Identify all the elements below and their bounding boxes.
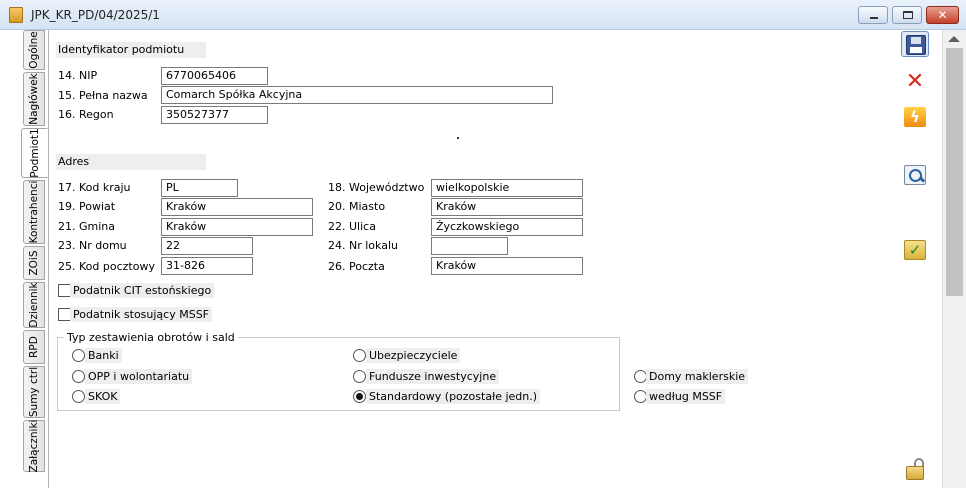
maximize-button[interactable] [892,6,922,24]
tab-label: Podmiot1 [28,128,41,178]
apartment-number-field[interactable] [431,237,508,255]
scroll-up-arrow-icon[interactable] [948,36,960,42]
section-title-identification: Identyfikator podmiotu [56,42,206,58]
radio-standardowy[interactable] [353,390,366,403]
tab-rpd[interactable] [23,330,45,364]
window-title: JPK_KR_PD/04/2025/1 [31,8,160,22]
tab-label: RPD [28,336,40,358]
country-code-field[interactable]: PL [161,179,238,197]
close-button[interactable] [926,6,959,24]
preview-icon [904,165,926,185]
maximize-icon [903,11,913,19]
tab-ogolne[interactable] [23,30,45,70]
radio-ubezpieczyciele[interactable] [353,349,366,362]
radio-domy-maklerskie-label[interactable]: Domy maklerskie [646,369,748,384]
radio-banki[interactable] [72,349,85,362]
radio-wedlug-mssf-label[interactable]: według MSSF [646,389,725,404]
save-icon [906,35,926,55]
postal-code-field[interactable]: 31-826 [161,257,253,275]
mssf-label[interactable]: Podatnik stosujący MSSF [70,307,212,322]
postal-code-label: 25. Kod pocztowy [58,260,155,273]
tab-sumy-ctrl[interactable] [23,366,45,418]
action-toolbar [886,30,942,488]
full-name-label: 15. Pełna nazwa [58,89,148,102]
tab-kontrahenci[interactable] [23,180,45,244]
tab-naglowek[interactable] [23,72,45,126]
minimize-button[interactable] [858,6,888,24]
approve-icon: ✓ [904,240,926,260]
preview-button[interactable] [901,162,929,188]
commune-field[interactable]: Kraków [161,218,313,236]
apartment-number-label: 24. Nr lokalu [328,239,398,252]
vertical-scrollbar[interactable] [942,30,966,488]
regon-label: 16. Regon [58,108,114,121]
lock-icon [906,466,924,480]
tab-label: ZOiS [28,250,40,276]
voivodeship-label: 18. Województwo [328,181,425,194]
country-code-label: 17. Kod kraju [58,181,131,194]
radio-fundusze-label[interactable]: Fundusze inwestycyjne [366,369,499,384]
full-name-field[interactable]: Comarch Spółka Akcyjna [161,86,553,104]
radio-opp-label[interactable]: OPP i wolontariatu [85,369,192,384]
tab-label: Załączniki [28,419,40,473]
document-icon [9,7,23,23]
county-field[interactable]: Kraków [161,198,313,216]
cancel-button[interactable] [901,69,929,95]
tab-label: Dziennik [28,282,40,328]
voivodeship-field[interactable]: wielkopolskie [431,179,583,197]
lightning-icon: ϟ [904,107,926,127]
radio-fundusze[interactable] [353,370,366,383]
statement-type-title: Typ zestawienia obrotów i sald [64,331,238,344]
house-number-label: 23. Nr domu [58,239,127,252]
regon-field[interactable]: 350527377 [161,106,268,124]
save-button[interactable] [901,31,929,57]
scroll-thumb[interactable] [946,48,963,296]
street-field[interactable]: Życzkowskiego [431,218,583,236]
nip-field[interactable]: 6770065406 [161,67,268,85]
title-bar [0,0,966,30]
city-label: 20. Miasto [328,200,386,213]
minimize-icon [870,17,878,19]
close-icon: ✕ [937,8,948,22]
radio-skok[interactable] [72,390,85,403]
house-number-field[interactable]: 22 [161,237,253,255]
radio-opp[interactable] [72,370,85,383]
commune-label: 21. Gmina [58,220,115,233]
street-label: 22. Ulica [328,220,376,233]
radio-banki-label[interactable]: Banki [85,348,122,363]
tab-label: Sumy ctrl [28,366,40,418]
execute-button[interactable] [901,104,929,130]
lock-button[interactable] [901,458,929,484]
radio-skok-label[interactable]: SKOK [85,389,120,404]
tab-label: Nagłówek [28,73,40,125]
city-field[interactable]: Kraków [431,198,583,216]
cit-estonian-label[interactable]: Podatnik CIT estońskiego [70,283,214,298]
tab-label: Kontrahenci [28,180,40,244]
tab-dziennik[interactable] [23,282,45,328]
tab-zois[interactable] [23,246,45,280]
cancel-icon: ✕ [905,69,925,94]
tab-zalaczniki[interactable] [23,420,45,472]
nip-label: 14. NIP [58,69,98,82]
post-office-field[interactable]: Kraków [431,257,583,275]
county-label: 19. Powiat [58,200,116,213]
approve-button[interactable] [901,237,929,263]
radio-ubezpieczyciele-label[interactable]: Ubezpieczyciele [366,348,460,363]
vertical-tab-strip [0,30,48,488]
radio-standardowy-label[interactable]: Standardowy (pozostałe jedn.) [366,389,540,404]
stray-dot [457,137,459,139]
section-title-address: Adres [56,154,206,170]
post-office-label: 26. Poczta [328,260,385,273]
tab-label: Ogólne [28,31,40,69]
tab-podmiot1[interactable] [21,128,48,178]
